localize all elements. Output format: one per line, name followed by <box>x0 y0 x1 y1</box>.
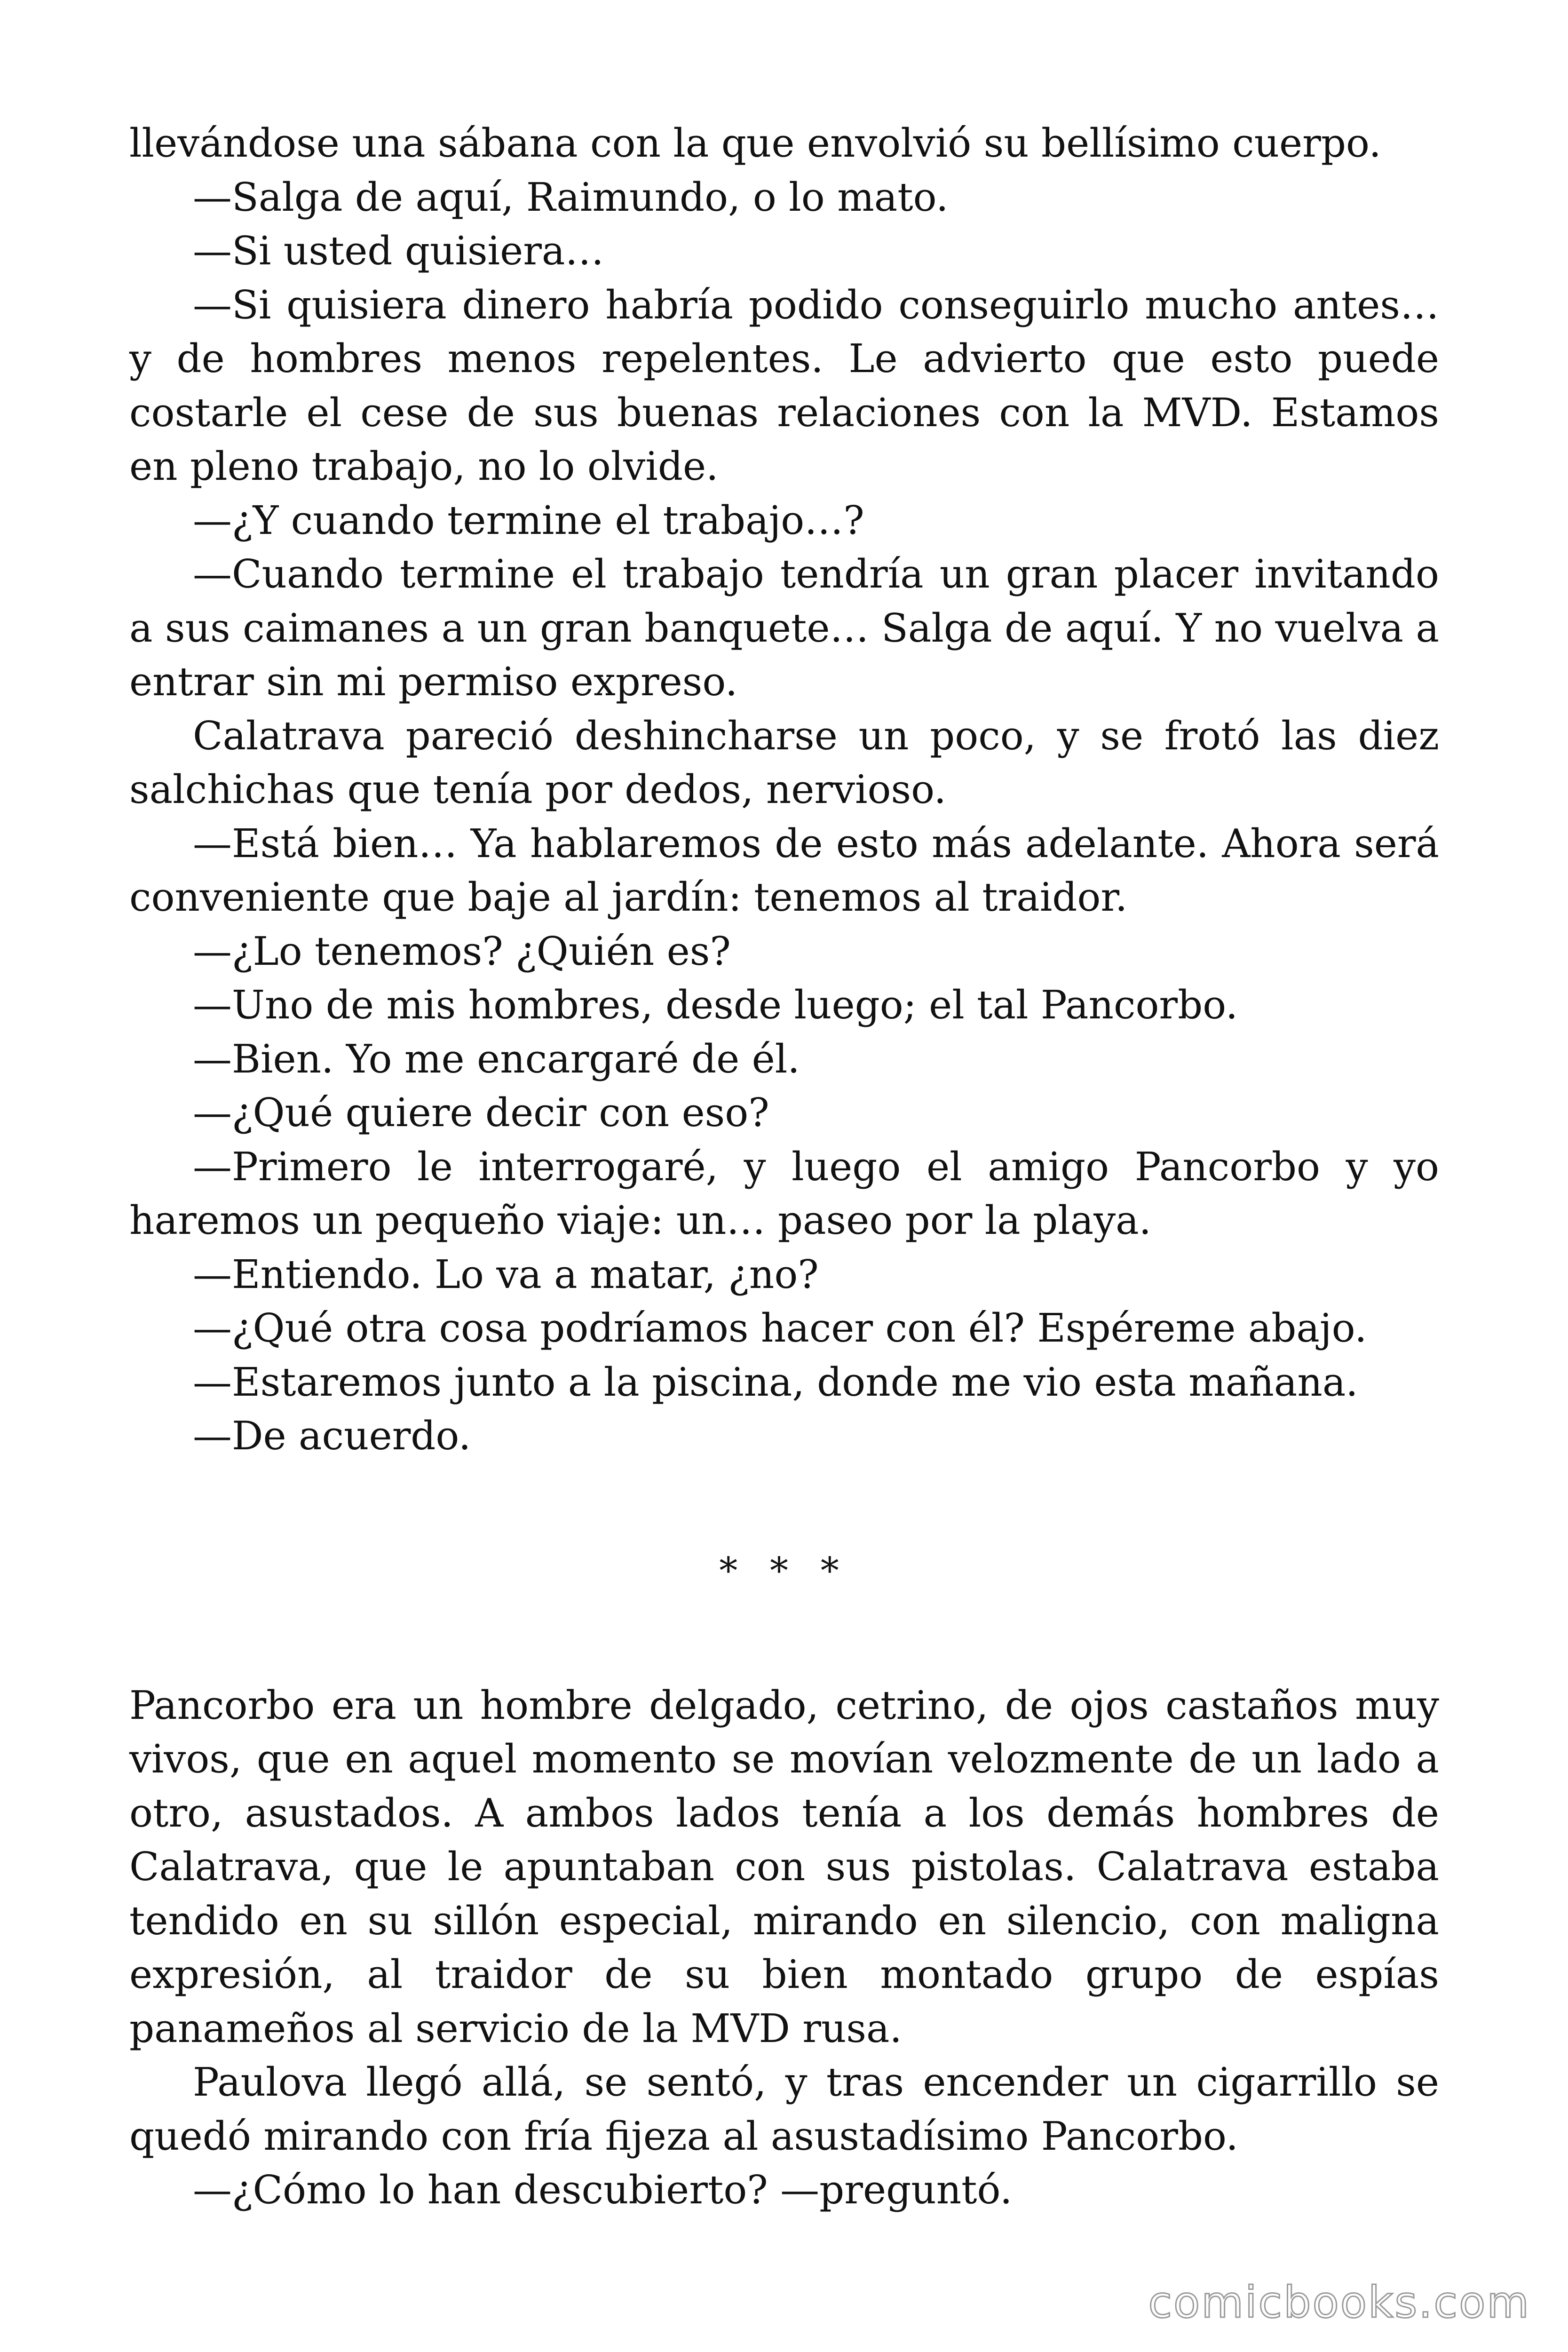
paragraph: —Si quisiera dinero habría podido conseguirlo mucho antes… y de hombres menos repelentes. Le advierto que esto puede costarle el cese de sus buenas relaciones con la MVD. Estamos en pleno trabajo, no lo olvide. <box>129 282 1439 489</box>
paragraph: —Bien. Yo me encargaré de él. <box>193 1036 800 1082</box>
paragraph: Calatrava pareció deshincharse un poco, y se frotó las diez salchichas que tenía por dedos, nervioso. <box>129 713 1439 812</box>
paragraph: —¿Cómo lo han descubierto? —preguntó. <box>193 2167 1013 2213</box>
paragraph: —De acuerdo. <box>193 1413 471 1459</box>
paragraph: —¿Y cuando termine el trabajo…? <box>193 497 864 543</box>
paragraph: —Primero le interrogaré, y luego el amigo Pancorbo y yo haremos un pequeño viaje: un… paseo por la playa. <box>129 1144 1439 1243</box>
text-section-2 <box>129 1679 1439 2217</box>
watermark: comicbooks.com <box>1148 2277 1530 2328</box>
paragraph: Paulova llegó allá, se sentó, y tras encender un cigarrillo se quedó mirando con fría fijeza al asustadísimo Pancorbo. <box>129 2059 1439 2159</box>
paragraph: —¿Qué otra cosa podríamos hacer con él? Espéreme abajo. <box>193 1305 1367 1351</box>
paragraph: llevándose una sábana con la que envolvió su bellísimo cuerpo. <box>129 120 1381 166</box>
paragraph: —Está bien… Ya hablaremos de esto más adelante. Ahora será conveniente que baje al jardín: tenemos al traidor. <box>129 820 1439 920</box>
paragraph: —Uno de mis hombres, desde luego; el tal Pancorbo. <box>193 982 1238 1028</box>
paragraph: —Si usted quisiera… <box>193 228 604 274</box>
paragraph: Pancorbo era un hombre delgado, cetrino, de ojos castaños muy vivos, que en aquel momento se movían velozmente de un lado a otro, asustados. A ambos lados tenía a los demás hombres de Calatrava, que le apuntaban con sus pistolas. Calatrava estaba tendido en su sillón especial, mirando en silencio, con maligna expresión, al traidor de su bien montado grupo de espías panameños al servicio de la MVD rusa. <box>129 1682 1439 2051</box>
paragraph: —Estaremos junto a la piscina, donde me vio esta mañana. <box>193 1359 1358 1405</box>
book-page <box>129 117 1439 2217</box>
paragraph: —Salga de aquí, Raimundo, o lo mato. <box>193 174 949 220</box>
text-section-1 <box>129 117 1439 1463</box>
scene-break: * * * <box>719 1549 849 1592</box>
paragraph: —¿Qué quiere decir con eso? <box>193 1090 769 1136</box>
paragraph: —¿Lo tenemos? ¿Quién es? <box>193 928 731 974</box>
paragraph: —Cuando termine el trabajo tendría un gran placer invitando a sus caimanes a un gran banquete… Salga de aquí. Y no vuelva a entrar sin mi permiso expreso. <box>129 551 1439 705</box>
paragraph: —Entiendo. Lo va a matar, ¿no? <box>193 1251 819 1297</box>
